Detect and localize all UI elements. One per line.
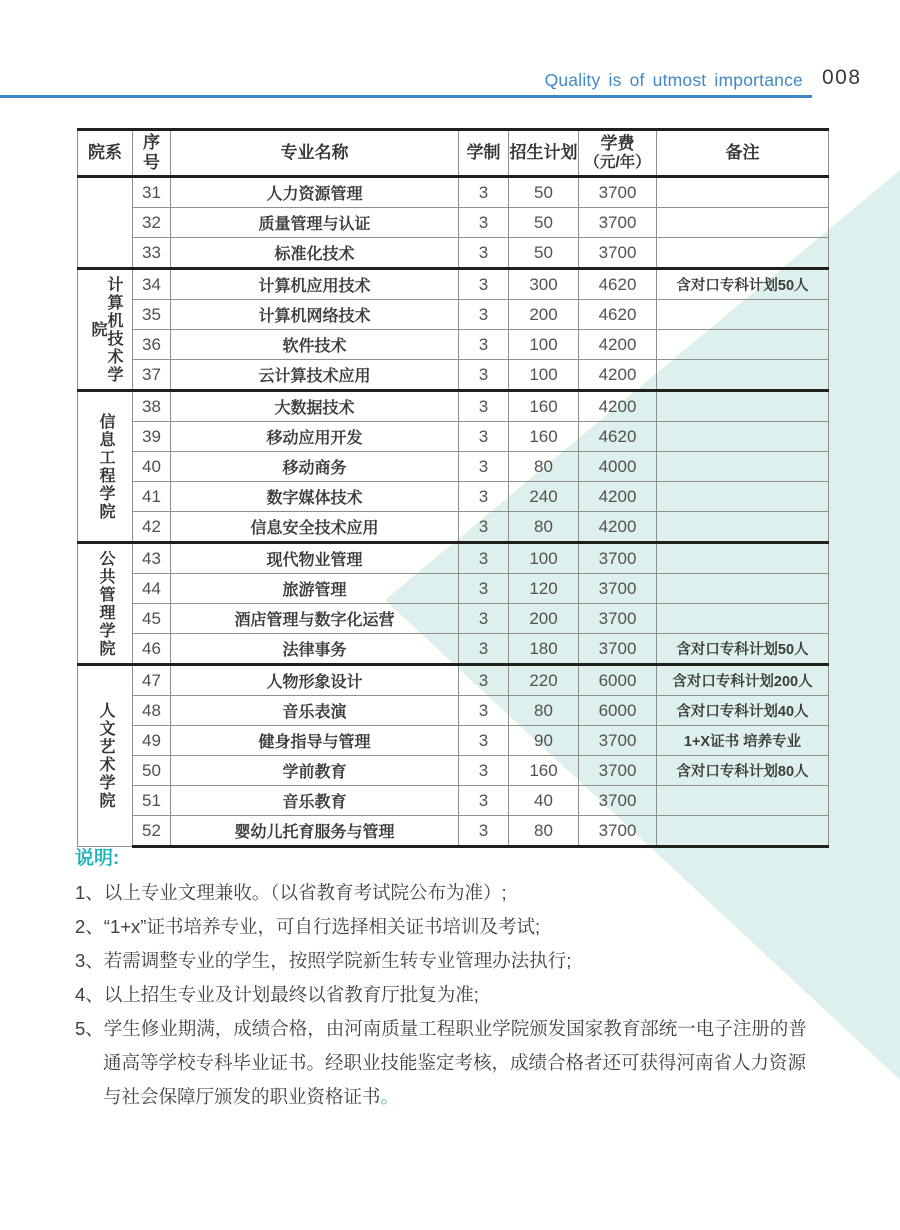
note-cell bbox=[657, 786, 829, 816]
years-cell: 3 bbox=[459, 452, 509, 482]
years-cell: 3 bbox=[459, 665, 509, 696]
table-row bbox=[78, 238, 829, 269]
column-header-note: 备注 bbox=[657, 130, 829, 177]
note-item-4: 4、以上招生专业及计划最终以省教育厅批复为准; bbox=[75, 984, 479, 1005]
note-item-1: 1、以上专业文理兼收。（以省教育考试院公布为准）; bbox=[75, 882, 507, 903]
note-cell bbox=[657, 482, 829, 512]
note-cell bbox=[657, 452, 829, 482]
column-header-years: 学制 bbox=[459, 130, 509, 177]
years-cell: 3 bbox=[459, 330, 509, 360]
years-cell: 3 bbox=[459, 300, 509, 330]
row-number-cell: 45 bbox=[133, 604, 171, 634]
table-row bbox=[78, 665, 829, 696]
note-item-3: 3、若需调整专业的学生，按照学院新生转专业管理办法执行; bbox=[75, 950, 572, 971]
notes-section bbox=[75, 843, 817, 1114]
note-cell bbox=[657, 238, 829, 269]
table-row bbox=[78, 208, 829, 238]
major-name-cell: 学前教育 bbox=[171, 756, 459, 786]
college-name-cell: 公共管理学院 bbox=[78, 543, 133, 665]
fee-cell: 3700 bbox=[579, 177, 657, 208]
note-cell bbox=[657, 816, 829, 847]
fee-cell: 3700 bbox=[579, 634, 657, 665]
table-row bbox=[78, 482, 829, 512]
fee-cell: 6000 bbox=[579, 665, 657, 696]
major-name-cell: 计算机网络技术 bbox=[171, 300, 459, 330]
note-cell bbox=[657, 422, 829, 452]
plan-cell: 50 bbox=[509, 238, 579, 269]
note-cell bbox=[657, 177, 829, 208]
note-cell bbox=[657, 300, 829, 330]
row-number-cell: 35 bbox=[133, 300, 171, 330]
note-item-5 bbox=[75, 1012, 817, 1114]
years-cell: 3 bbox=[459, 269, 509, 300]
note-item-2: 2、“1+x”证书培养专业，可自行选择相关证书培训及考试; bbox=[75, 916, 541, 937]
plan-cell: 160 bbox=[509, 422, 579, 452]
note-cell bbox=[657, 330, 829, 360]
fee-cell: 3700 bbox=[579, 238, 657, 269]
fee-cell: 4620 bbox=[579, 269, 657, 300]
major-name-cell: 软件技术 bbox=[171, 330, 459, 360]
row-number-cell: 43 bbox=[133, 543, 171, 574]
note-cell: 1+X证书 培养专业 bbox=[657, 726, 829, 756]
note-cell: 含对口专科计划40人 bbox=[657, 696, 829, 726]
row-number-cell: 46 bbox=[133, 634, 171, 665]
row-number-cell: 36 bbox=[133, 330, 171, 360]
fee-cell: 3700 bbox=[579, 786, 657, 816]
plan-cell: 90 bbox=[509, 726, 579, 756]
row-number-cell: 38 bbox=[133, 391, 171, 422]
column-header-major: 专业名称 bbox=[171, 130, 459, 177]
major-name-cell: 婴幼儿托育服务与管理 bbox=[171, 816, 459, 847]
note-item-5-period: 。 bbox=[380, 1086, 400, 1107]
table-row bbox=[78, 330, 829, 360]
years-cell: 3 bbox=[459, 422, 509, 452]
row-number-cell: 51 bbox=[133, 786, 171, 816]
college-name-cell bbox=[78, 177, 133, 269]
row-number-cell: 33 bbox=[133, 238, 171, 269]
college-name-cell: 人文艺术学院 bbox=[78, 665, 133, 847]
years-cell: 3 bbox=[459, 696, 509, 726]
row-number-cell: 48 bbox=[133, 696, 171, 726]
plan-cell: 100 bbox=[509, 543, 579, 574]
plan-cell: 80 bbox=[509, 696, 579, 726]
header-rule bbox=[0, 95, 812, 98]
column-header-no: 序号 bbox=[133, 130, 171, 177]
note-cell bbox=[657, 604, 829, 634]
table-row bbox=[78, 452, 829, 482]
plan-cell: 160 bbox=[509, 756, 579, 786]
row-number-cell: 37 bbox=[133, 360, 171, 391]
table-row bbox=[78, 816, 829, 847]
notes-title: 说明: bbox=[75, 848, 120, 869]
fee-cell: 3700 bbox=[579, 543, 657, 574]
major-name-cell: 人物形象设计 bbox=[171, 665, 459, 696]
table-row bbox=[78, 696, 829, 726]
row-number-cell: 40 bbox=[133, 452, 171, 482]
row-number-cell: 32 bbox=[133, 208, 171, 238]
fee-cell: 4200 bbox=[579, 391, 657, 422]
fee-cell: 3700 bbox=[579, 726, 657, 756]
table-row bbox=[78, 756, 829, 786]
table-row bbox=[78, 543, 829, 574]
major-name-cell: 计算机应用技术 bbox=[171, 269, 459, 300]
major-name-cell: 音乐教育 bbox=[171, 786, 459, 816]
major-name-cell: 人力资源管理 bbox=[171, 177, 459, 208]
row-number-cell: 34 bbox=[133, 269, 171, 300]
fee-cell: 3700 bbox=[579, 574, 657, 604]
table-row bbox=[78, 512, 829, 543]
column-header-college: 院系 bbox=[78, 130, 133, 177]
table-row bbox=[78, 726, 829, 756]
major-name-cell: 音乐表演 bbox=[171, 696, 459, 726]
fee-cell: 4200 bbox=[579, 330, 657, 360]
note-cell bbox=[657, 360, 829, 391]
row-number-cell: 42 bbox=[133, 512, 171, 543]
note-cell bbox=[657, 543, 829, 574]
column-header-fee: 学费 （元/年） bbox=[579, 130, 657, 177]
fee-cell: 3700 bbox=[579, 604, 657, 634]
years-cell: 3 bbox=[459, 360, 509, 391]
fee-cell: 3700 bbox=[579, 816, 657, 847]
college-name-cell: 计算机技术学院 bbox=[78, 269, 133, 391]
major-name-cell: 信息安全技术应用 bbox=[171, 512, 459, 543]
note-item-5-text: 5、学生修业期满，成绩合格，由河南质量工程职业学院颁发国家教育部统一电子注册的普通高等学校专科毕业证书。经职业技能鉴定考核，成绩合格者还可获得河南省人力资源与社会保障厅颁发的职业资格证书 bbox=[75, 1018, 807, 1107]
plan-cell: 50 bbox=[509, 177, 579, 208]
note-cell: 含对口专科计划200人 bbox=[657, 665, 829, 696]
table-header-row bbox=[78, 130, 829, 177]
years-cell: 3 bbox=[459, 816, 509, 847]
row-number-cell: 44 bbox=[133, 574, 171, 604]
years-cell: 3 bbox=[459, 604, 509, 634]
college-name-cell: 信息工程学院 bbox=[78, 391, 133, 543]
plan-cell: 200 bbox=[509, 604, 579, 634]
major-name-cell: 数字媒体技术 bbox=[171, 482, 459, 512]
major-name-cell: 移动应用开发 bbox=[171, 422, 459, 452]
table-row bbox=[78, 391, 829, 422]
table-row bbox=[78, 360, 829, 391]
header-slogan: Quality is of utmost importance bbox=[544, 70, 803, 90]
years-cell: 3 bbox=[459, 512, 509, 543]
table-row bbox=[78, 604, 829, 634]
row-number-cell: 47 bbox=[133, 665, 171, 696]
major-name-cell: 法律事务 bbox=[171, 634, 459, 665]
table-row bbox=[78, 786, 829, 816]
table-row bbox=[78, 574, 829, 604]
major-name-cell: 现代物业管理 bbox=[171, 543, 459, 574]
plan-cell: 160 bbox=[509, 391, 579, 422]
admissions-table bbox=[77, 128, 829, 848]
plan-cell: 200 bbox=[509, 300, 579, 330]
major-name-cell: 标准化技术 bbox=[171, 238, 459, 269]
fee-cell: 3700 bbox=[579, 208, 657, 238]
fee-cell: 3700 bbox=[579, 756, 657, 786]
years-cell: 3 bbox=[459, 238, 509, 269]
years-cell: 3 bbox=[459, 482, 509, 512]
table-row bbox=[78, 422, 829, 452]
note-cell bbox=[657, 391, 829, 422]
table-row bbox=[78, 177, 829, 208]
years-cell: 3 bbox=[459, 391, 509, 422]
plan-cell: 50 bbox=[509, 208, 579, 238]
plan-cell: 80 bbox=[509, 452, 579, 482]
row-number-cell: 39 bbox=[133, 422, 171, 452]
table-row bbox=[78, 300, 829, 330]
plan-cell: 40 bbox=[509, 786, 579, 816]
fee-cell: 4620 bbox=[579, 422, 657, 452]
column-header-plan: 招生计划 bbox=[509, 130, 579, 177]
major-name-cell: 质量管理与认证 bbox=[171, 208, 459, 238]
row-number-cell: 50 bbox=[133, 756, 171, 786]
plan-cell: 220 bbox=[509, 665, 579, 696]
major-name-cell: 移动商务 bbox=[171, 452, 459, 482]
row-number-cell: 31 bbox=[133, 177, 171, 208]
note-cell: 含对口专科计划80人 bbox=[657, 756, 829, 786]
years-cell: 3 bbox=[459, 574, 509, 604]
plan-cell: 80 bbox=[509, 816, 579, 847]
row-number-cell: 41 bbox=[133, 482, 171, 512]
years-cell: 3 bbox=[459, 726, 509, 756]
row-number-cell: 52 bbox=[133, 816, 171, 847]
plan-cell: 240 bbox=[509, 482, 579, 512]
major-name-cell: 健身指导与管理 bbox=[171, 726, 459, 756]
fee-cell: 4200 bbox=[579, 360, 657, 391]
row-number-cell: 49 bbox=[133, 726, 171, 756]
major-name-cell: 旅游管理 bbox=[171, 574, 459, 604]
major-name-cell: 酒店管理与数字化运营 bbox=[171, 604, 459, 634]
years-cell: 3 bbox=[459, 177, 509, 208]
page-number: 008 bbox=[822, 66, 862, 89]
major-name-cell: 云计算技术应用 bbox=[171, 360, 459, 391]
fee-cell: 6000 bbox=[579, 696, 657, 726]
table-row bbox=[78, 269, 829, 300]
years-cell: 3 bbox=[459, 208, 509, 238]
fee-cell: 4200 bbox=[579, 482, 657, 512]
plan-cell: 300 bbox=[509, 269, 579, 300]
plan-cell: 120 bbox=[509, 574, 579, 604]
note-cell bbox=[657, 512, 829, 543]
fee-cell: 4620 bbox=[579, 300, 657, 330]
fee-cell: 4000 bbox=[579, 452, 657, 482]
years-cell: 3 bbox=[459, 543, 509, 574]
fee-cell: 4200 bbox=[579, 512, 657, 543]
years-cell: 3 bbox=[459, 634, 509, 665]
plan-cell: 80 bbox=[509, 512, 579, 543]
plan-cell: 100 bbox=[509, 330, 579, 360]
plan-cell: 180 bbox=[509, 634, 579, 665]
years-cell: 3 bbox=[459, 756, 509, 786]
major-name-cell: 大数据技术 bbox=[171, 391, 459, 422]
plan-cell: 100 bbox=[509, 360, 579, 391]
note-cell bbox=[657, 208, 829, 238]
note-cell: 含对口专科计划50人 bbox=[657, 269, 829, 300]
years-cell: 3 bbox=[459, 786, 509, 816]
note-cell bbox=[657, 574, 829, 604]
table-row bbox=[78, 634, 829, 665]
note-cell: 含对口专科计划50人 bbox=[657, 634, 829, 665]
